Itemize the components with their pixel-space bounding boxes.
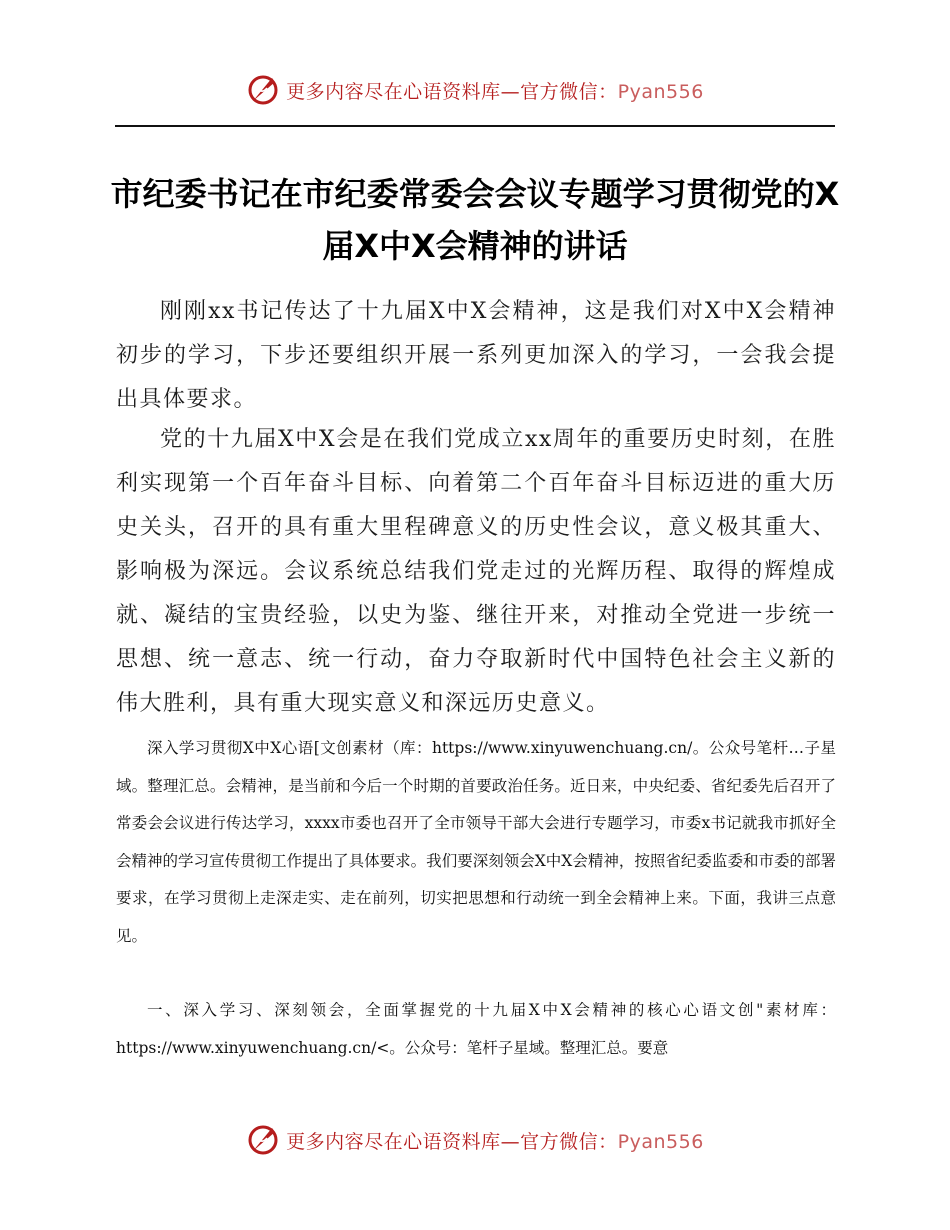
document-title: 市纪委书记在市纪委常委会会议专题学习贯彻党的X届X中X会精神的讲话 <box>110 175 840 265</box>
quill-logo-icon <box>246 1123 280 1157</box>
banner-text <box>286 1127 704 1154</box>
banner-wechat-handle: Pyan556 <box>617 80 704 103</box>
body-paragraph-3: 深入学习贯彻X中X心语[文创素材（库：https://www.xinyuwenchuang.cn/。公众号笔杆…子星域。整理汇总。会精神，是当前和今后一个时期的首要政治任务。近日来，中央纪委、省纪委先后召开了常委会会议进行传达学习，xxxx市委也召开了全市领导干部大会进行专题学习，市委x书记就我市抓好全会精神的学习宣传贯彻工作提出了具体要求。我们要深刻领会X中X会精神，按照省纪委监委和市委的部署要求，在学习贯彻上走深走实、走在前列，切实把思想和行动统一到全会精神上来。下面，我讲三点意见。 <box>116 739 836 945</box>
quill-logo-icon <box>246 73 280 107</box>
header-divider <box>115 125 835 127</box>
header-banner <box>0 70 950 110</box>
footer-banner <box>0 1120 950 1160</box>
body-paragraph-1: 刚刚xx书记传达了十九届X中X会精神，这是我们对X中X会精神初步的学习，下步还要组织开展一系列更加深入的学习，一会我会提出具体要求。 <box>116 299 836 412</box>
banner-label: 更多内容尽在心语资料库—官方微信： <box>286 80 618 103</box>
body-paragraph-2: 党的十九届X中X会是在我们党成立xx周年的重要历史时刻，在胜利实现第一个百年奋斗目标、向着第二个百年奋斗目标迈进的重大历史关头，召开的具有重大里程碑意义的历史性会议，意义极其重大、影响极为深远。会议系统总结我们党走过的光辉历程、取得的辉煌成就、凝结的宝贵经验，以史为鉴、继往开来，对推动全党进一步统一思想、统一意志、统一行动，奋力夺取新时代中国特色社会主义新的伟大胜利，具有重大现实意义和深远历史意义。 <box>116 427 836 716</box>
body-paragraph-4: 一、深入学习、深刻领会，全面掌握党的十九届X中X会精神的核心心语文创"素材库：https://www.xinyuwenchuang.cn/<。公众号：笔杆子星域。整理汇总。要意 <box>116 1001 836 1057</box>
banner-wechat-handle: Pyan556 <box>617 1130 704 1153</box>
banner-text <box>286 77 704 104</box>
banner-label: 更多内容尽在心语资料库—官方微信： <box>286 1130 618 1153</box>
